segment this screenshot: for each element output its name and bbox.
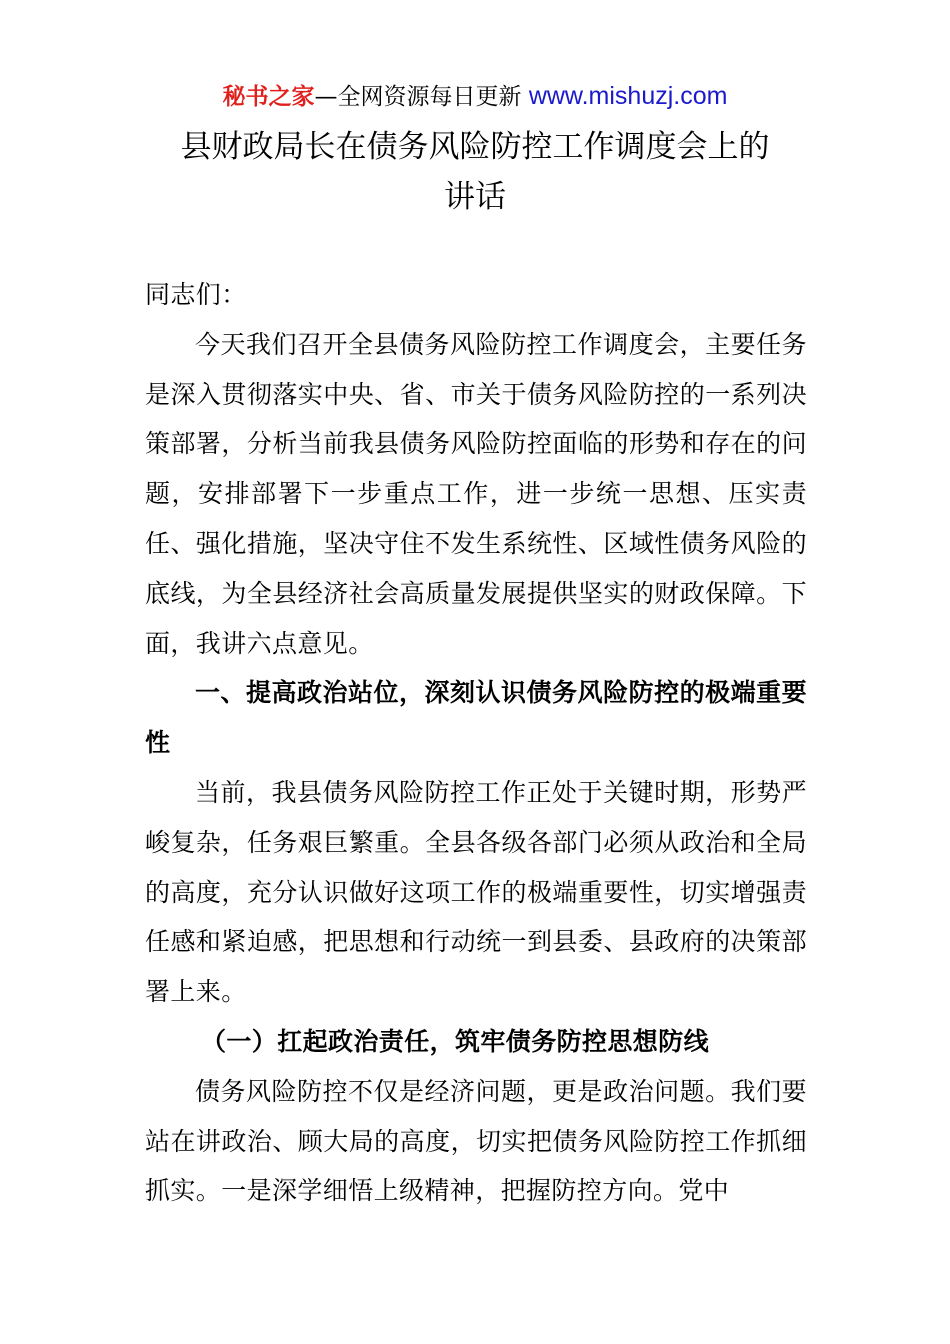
title-line-2: 讲话 <box>444 179 506 215</box>
paragraph: 当前，我县债务风险防控工作正处于关键时期，形势严峻复杂，任务艰巨繁重。全县各级各部门必须从政治和全局的高度，充分认识做好这项工作的极端重要性，切实增强责任感和紧迫感，把思想和行动统一到县委、县政府的决策部署上来。 <box>145 777 807 1007</box>
paragraph: 今天我们召开全县债务风险防控工作调度会，主要任务是深入贯彻落实中央、省、市关于债务风险防控的一系列决策部署，分析当前我县债务风险防控面临的形势和存在的问题，安排部署下一步重点工作，进一步统一思想、压实责任、强化措施，坚决守住不发生系统性、区域性债务风险的底线，为全县经济社会高质量发展提供坚实的财政保障。下面，我讲六点意见。 <box>145 329 807 658</box>
slogan: —全网资源每日更新 <box>314 84 529 110</box>
document-title <box>0 122 950 222</box>
paragraph: 债务风险防控不仅是经济问题，更是政治问题。我们要站在讲政治、顾大局的高度，切实把债务风险防控工作抓细抓实。一是深学细悟上级精神，把握防控方向。党中 <box>145 1076 807 1206</box>
section-heading: 一、提高政治站位，深刻认识债务风险防控的极端重要性 <box>145 678 807 758</box>
title-line-1: 县财政局长在债务风险防控工作调度会上的 <box>180 129 770 165</box>
salutation: 同志们： <box>145 280 247 309</box>
brand-name: 秘书之家 <box>222 84 315 110</box>
subsection-heading: （一）扛起政治责任，筑牢债务防控思想防线 <box>201 1026 710 1056</box>
document-body <box>145 270 807 1216</box>
site-url[interactable]: www.mishuzj.com <box>528 82 728 110</box>
watermark-header <box>0 80 950 113</box>
